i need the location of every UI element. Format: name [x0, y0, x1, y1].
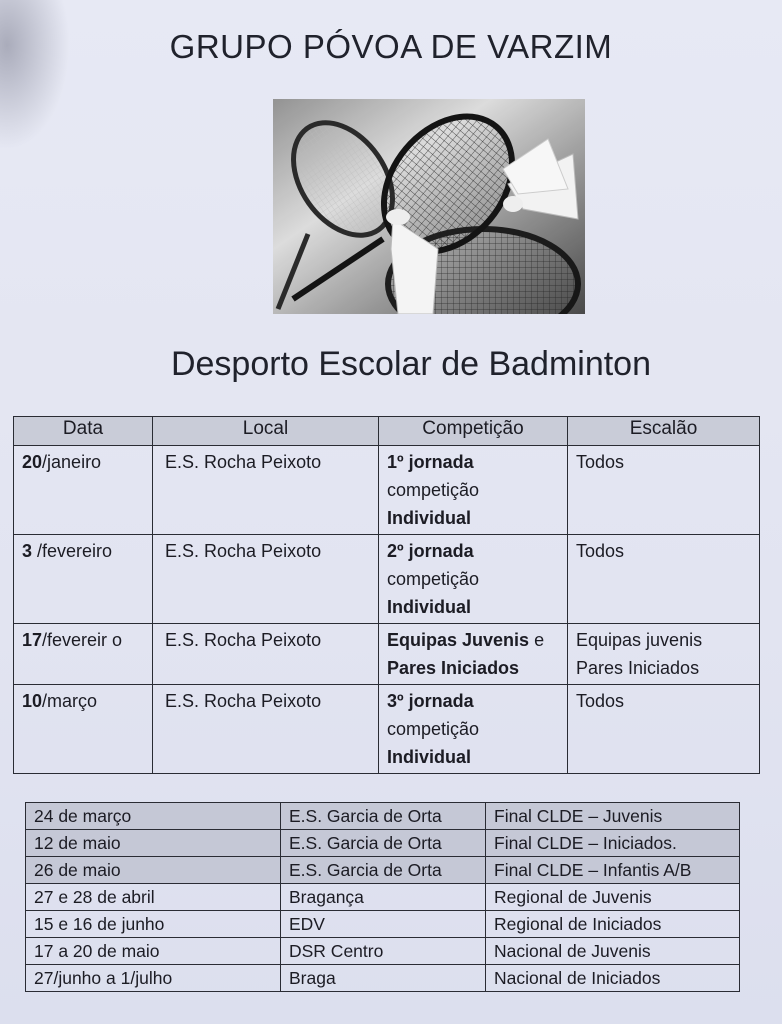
- cell-date: 24 de março: [26, 803, 281, 830]
- finals-table: [25, 802, 740, 992]
- col-header-data: Data: [14, 417, 153, 446]
- cell-local: E.S. Garcia de Orta: [281, 857, 486, 884]
- cell-date: 27/junho a 1/julho: [26, 965, 281, 992]
- cell-date: 17/fevereir o: [14, 624, 153, 685]
- scan-shadow: [0, 0, 70, 150]
- cell-competicao: 1º jornada competição Individual: [379, 446, 568, 535]
- cell-escalao: Equipas juvenis Pares Iniciados: [568, 624, 760, 685]
- table-row: [14, 535, 760, 624]
- cell-competicao: Final CLDE – Iniciados.: [486, 830, 740, 857]
- cell-escalao: Todos: [568, 685, 760, 774]
- cell-escalao: Todos: [568, 446, 760, 535]
- cell-local: E.S. Rocha Peixoto: [153, 624, 379, 685]
- cell-escalao: Todos: [568, 535, 760, 624]
- cell-competicao: Nacional de Iniciados: [486, 965, 740, 992]
- cell-competicao: 2º jornada competição Individual: [379, 535, 568, 624]
- col-header-escalao: Escalão: [568, 417, 760, 446]
- cell-competicao: Regional de Juvenis: [486, 884, 740, 911]
- cell-local: E.S. Rocha Peixoto: [153, 535, 379, 624]
- cell-local: Braga: [281, 965, 486, 992]
- cell-date: 20/janeiro: [14, 446, 153, 535]
- cell-competicao: Equipas Juvenis e Pares Iniciados: [379, 624, 568, 685]
- cell-competicao: Regional de Iniciados: [486, 911, 740, 938]
- cell-date: 27 e 28 de abril: [26, 884, 281, 911]
- cell-date: 17 a 20 de maio: [26, 938, 281, 965]
- badminton-photo: [273, 99, 585, 314]
- cell-competicao: 3º jornada competição Individual: [379, 685, 568, 774]
- cell-date: 12 de maio: [26, 830, 281, 857]
- cell-local: DSR Centro: [281, 938, 486, 965]
- table-row: [14, 624, 760, 685]
- table-row: [26, 965, 740, 992]
- cell-local: E.S. Garcia de Orta: [281, 830, 486, 857]
- cell-local: E.S. Rocha Peixoto: [153, 446, 379, 535]
- table-row: [26, 884, 740, 911]
- cell-competicao: Final CLDE – Infantis A/B: [486, 857, 740, 884]
- table-row: [14, 446, 760, 535]
- cell-competicao: Nacional de Juvenis: [486, 938, 740, 965]
- table-row: [26, 938, 740, 965]
- cell-local: E.S. Garcia de Orta: [281, 803, 486, 830]
- col-header-competicao: Competição: [379, 417, 568, 446]
- cell-date: 15 e 16 de junho: [26, 911, 281, 938]
- cell-competicao: Final CLDE – Juvenis: [486, 803, 740, 830]
- badminton-rackets-shuttlecocks-photo: [273, 99, 585, 314]
- table-row: [26, 857, 740, 884]
- cell-local: E.S. Rocha Peixoto: [153, 685, 379, 774]
- page-title: GRUPO PÓVOA DE VARZIM: [169, 28, 613, 65]
- cell-date: 10/março: [14, 685, 153, 774]
- schedule-table: [13, 416, 760, 774]
- col-header-local: Local: [153, 417, 379, 446]
- cell-local: Bragança: [281, 884, 486, 911]
- cell-local: EDV: [281, 911, 486, 938]
- table-row: [26, 803, 740, 830]
- cell-date: 26 de maio: [26, 857, 281, 884]
- table-row: [14, 685, 760, 774]
- schedule-header-row: [14, 417, 760, 446]
- cell-date: 3 /fevereiro: [14, 535, 153, 624]
- table-row: [26, 830, 740, 857]
- section-heading: Desporto Escolar de Badminton: [170, 345, 652, 383]
- table-row: [26, 911, 740, 938]
